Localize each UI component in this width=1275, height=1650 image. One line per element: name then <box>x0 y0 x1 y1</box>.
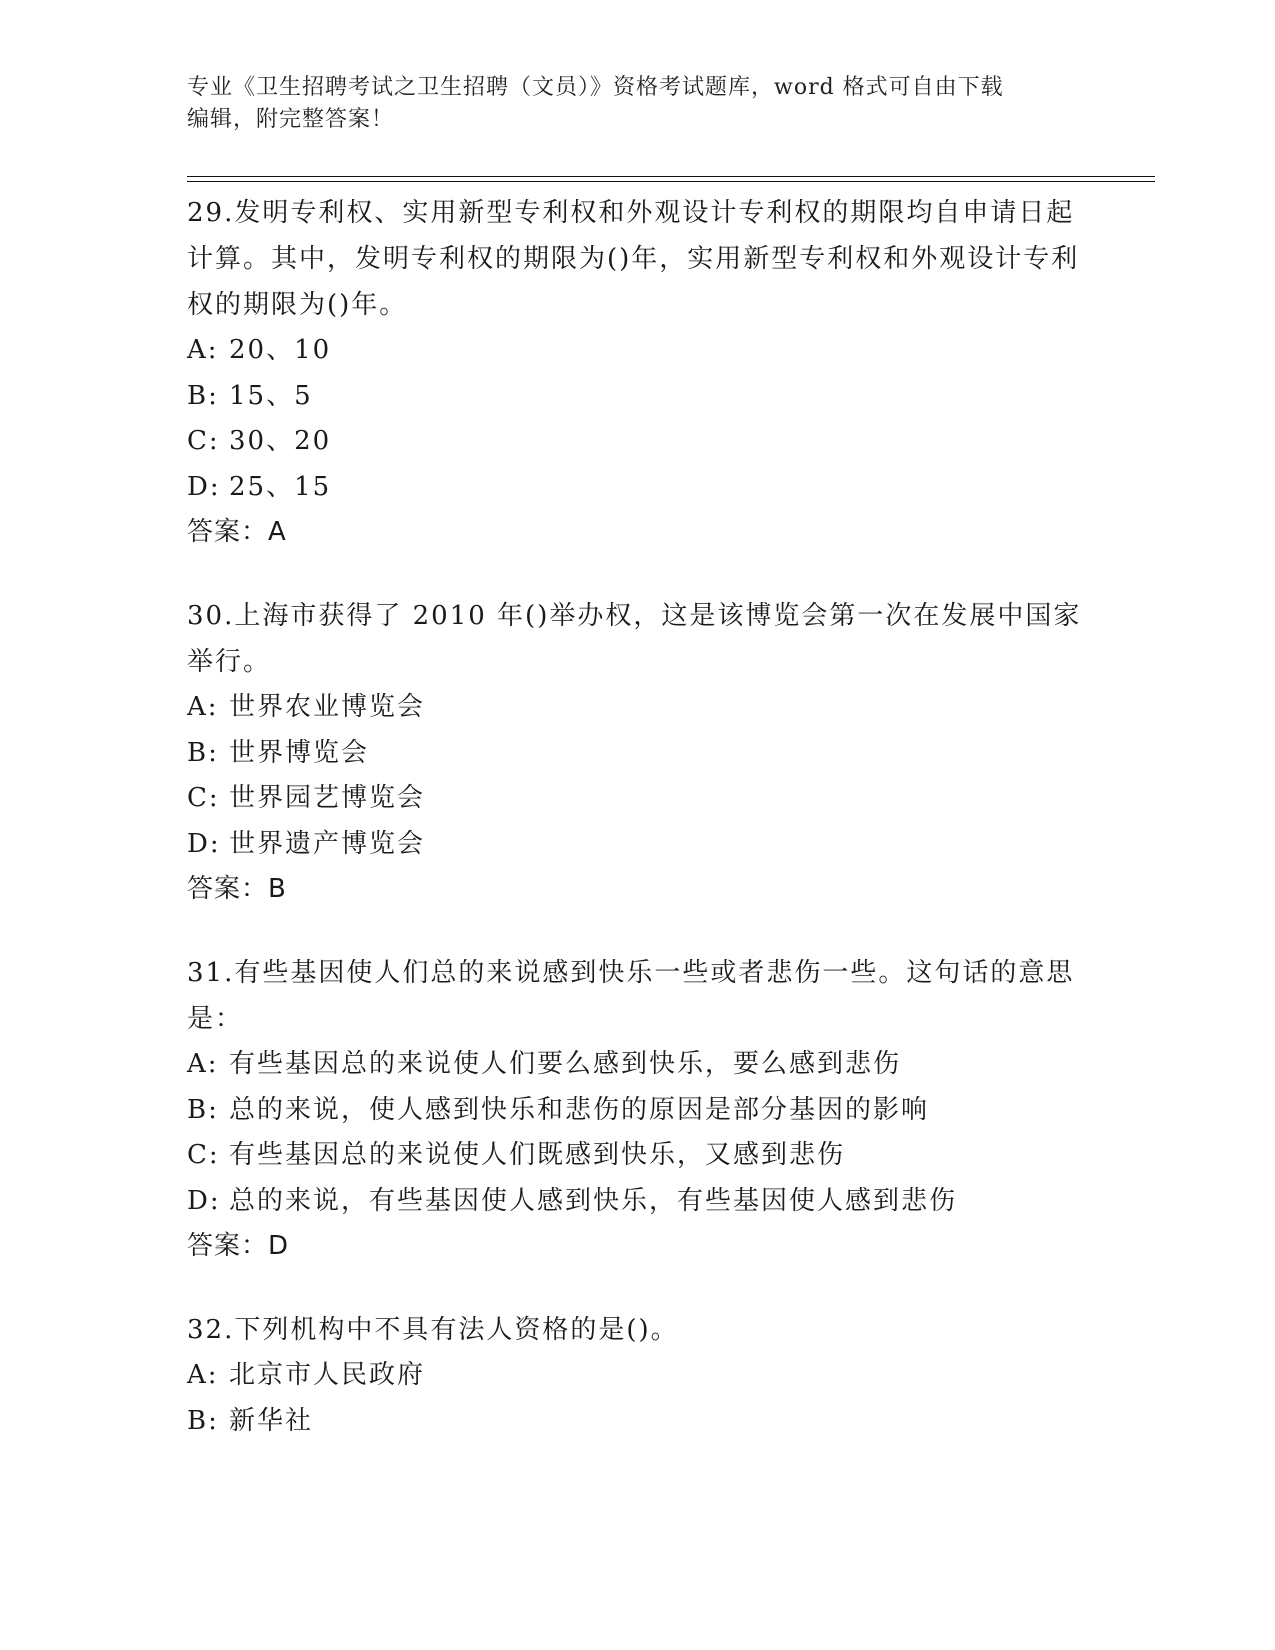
option-b <box>187 1088 1087 1134</box>
option-key: A: <box>187 692 219 722</box>
question-30 <box>187 593 1087 912</box>
option-text: 有些基因总的来说使人们既感到快乐，又感到悲伤 <box>229 1140 846 1170</box>
option-text: 新华社 <box>229 1405 314 1436</box>
question-stem: 29.发明专利权、实用新型专利权和外观设计专利权的期限均自申请日起计算。其中，发明专利权的期限为()年，实用新型专利权和外观设计专利权的期限为()年。 <box>187 198 1080 320</box>
header-divider-top <box>187 176 1155 177</box>
option-b <box>187 731 1087 777</box>
document-header <box>187 72 1067 136</box>
option-text: 总的来说，使人感到快乐和悲伤的原因是部分基因的影响 <box>229 1094 930 1125</box>
option-key: B: <box>187 1405 219 1436</box>
option-d <box>187 465 1087 511</box>
option-text: 北京市人民政府 <box>229 1360 426 1390</box>
answer-line: 答案：D <box>187 1231 290 1261</box>
option-key: B: <box>187 737 219 768</box>
question-stem: 31.有些基因使人们总的来说感到快乐一些或者悲伤一些。这句话的意思是： <box>187 958 1075 1034</box>
option-text: 20、10 <box>229 335 332 365</box>
option-text: 世界遗产博览会 <box>229 828 426 859</box>
question-29 <box>187 190 1087 555</box>
header-divider-bottom <box>187 181 1155 182</box>
option-key: A: <box>187 335 219 365</box>
option-b <box>187 1399 1087 1445</box>
option-a <box>187 1353 1087 1399</box>
option-key: D: <box>187 828 221 859</box>
option-d <box>187 1179 1087 1225</box>
question-stem: 32.下列机构中不具有法人资格的是()。 <box>187 1315 679 1345</box>
option-d <box>187 822 1087 868</box>
question-stem: 30.上海市获得了 2010 年()举办权，这是该博览会第一次在发展中国家举行。 <box>187 601 1082 677</box>
option-key: D: <box>187 1185 221 1216</box>
option-key: B: <box>187 380 219 411</box>
option-c <box>187 419 1087 465</box>
option-text: 世界园艺博览会 <box>229 783 426 813</box>
option-a <box>187 1042 1087 1088</box>
option-text: 世界博览会 <box>229 737 370 768</box>
option-key: A: <box>187 1049 219 1079</box>
option-b <box>187 374 1087 420</box>
option-text: 25、15 <box>229 471 332 502</box>
option-key: C: <box>187 783 220 813</box>
question-list <box>187 190 1087 1482</box>
option-a <box>187 328 1087 374</box>
option-key: A: <box>187 1360 219 1390</box>
option-text: 15、5 <box>229 380 313 411</box>
option-c <box>187 776 1087 822</box>
option-c <box>187 1133 1087 1179</box>
header-line-2: 编辑，附完整答案！ <box>187 107 395 132</box>
option-text: 世界农业博览会 <box>229 692 426 722</box>
option-a <box>187 685 1087 731</box>
option-key: C: <box>187 1140 220 1170</box>
question-32 <box>187 1307 1087 1444</box>
option-key: B: <box>187 1094 219 1125</box>
answer-line: 答案：B <box>187 874 287 904</box>
option-text: 总的来说，有些基因使人感到快乐，有些基因使人感到悲伤 <box>229 1185 958 1216</box>
option-text: 有些基因总的来说使人们要么感到快乐，要么感到悲伤 <box>229 1049 902 1079</box>
option-text: 30、20 <box>229 426 332 456</box>
answer-line: 答案：A <box>187 517 287 547</box>
header-line-1: 专业《卫生招聘考试之卫生招聘（文员）》资格考试题库，word 格式可自由下载 <box>187 75 1004 100</box>
option-key: C: <box>187 426 220 456</box>
option-key: D: <box>187 471 221 502</box>
question-31 <box>187 950 1087 1269</box>
